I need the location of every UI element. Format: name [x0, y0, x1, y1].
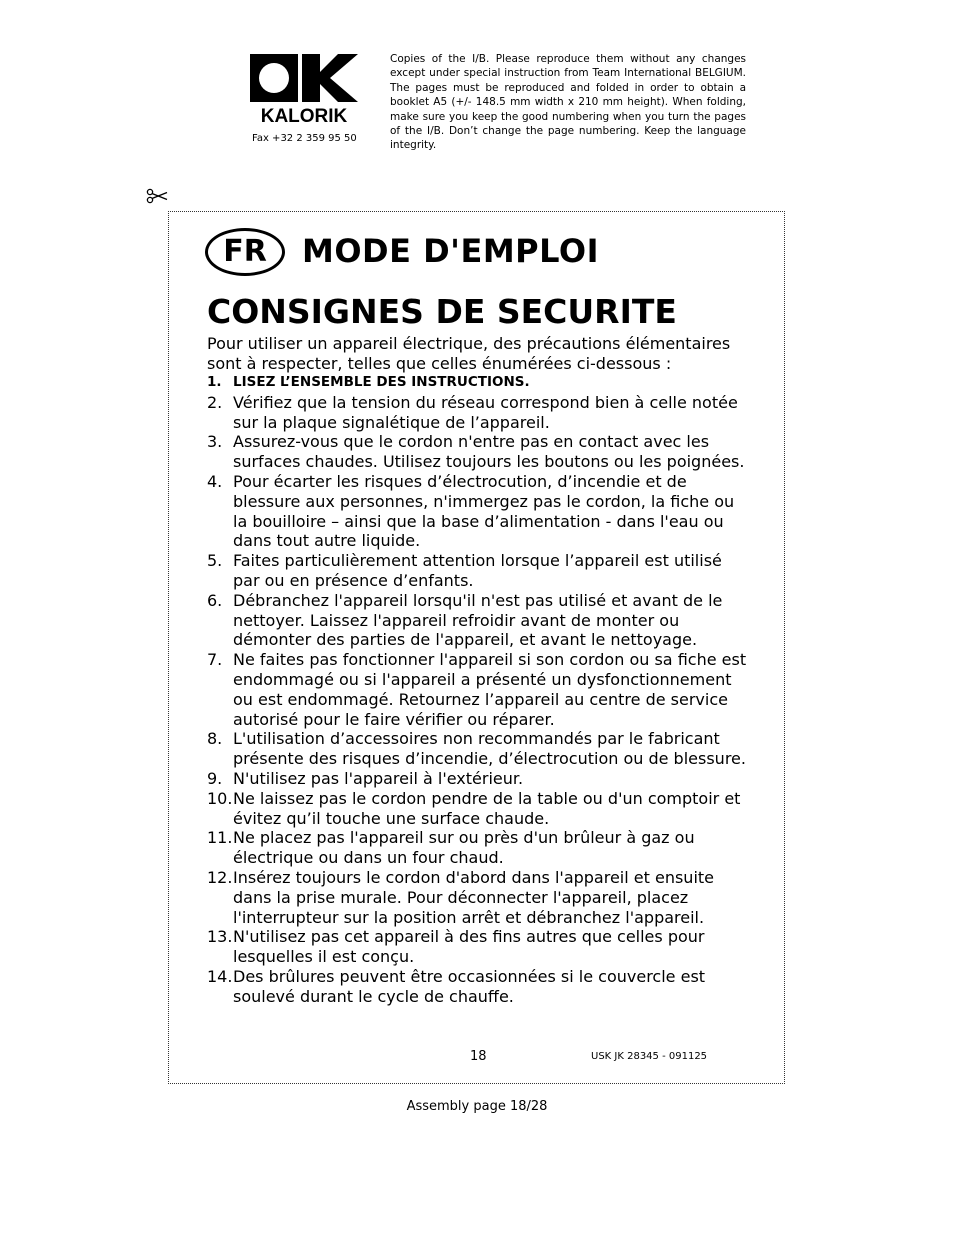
item-text: Assurez-vous que le cordon n'entre pas en contact avec les surfaces chaudes. Utilisez toujours les boutons ou les poignées.: [233, 432, 745, 472]
safety-instructions-list: [207, 373, 752, 1007]
item-number: 1.: [207, 374, 222, 390]
item-text: N'utilisez pas cet appareil à des fins autres que celles pour lesquelles il est conçu.: [233, 927, 705, 967]
kalorik-logo-mark: [250, 54, 358, 124]
list-item: [207, 927, 752, 967]
list-item: [207, 393, 752, 433]
page-number: 18: [470, 1049, 487, 1064]
item-text: LISEZ L’ENSEMBLE DES INSTRUCTIONS.: [233, 374, 530, 390]
item-number: 11.: [207, 828, 233, 848]
item-number: 4.: [207, 471, 223, 491]
document-title: MODE D'EMPLOI: [302, 232, 599, 270]
list-item: [207, 373, 752, 393]
item-number: 3.: [207, 432, 223, 452]
item-number: 8.: [207, 729, 223, 749]
list-item: [207, 472, 752, 551]
assembly-page-label: Assembly page 18/28: [406, 1099, 548, 1114]
list-item: [207, 828, 752, 868]
list-item: [207, 789, 752, 829]
item-number: 13.: [207, 927, 233, 947]
language-badge: FR: [205, 228, 285, 276]
scissors-icon: [146, 188, 168, 204]
list-item: [207, 432, 752, 472]
reproduction-note: Copies of the I/B. Please reproduce them without any changes except under special instruction from Team International BELGIUM. The pages must be reproduced and folded in order to obtain a booklet A5 (+/- 148.5 mm width x 210 mm height). When folding, make sure you keep the good numbering when you turn the pages of the I/B. Don’t change the page numbering. Keep the language integrity.: [390, 53, 746, 152]
item-text: Débranchez l'appareil lorsqu'il n'est pas utilisé et avant de le nettoyer. Laissez l'appareil refroidir avant de monter ou démonter des parties de l'appareil, et avant le nettoyage.: [233, 590, 723, 650]
item-text: Ne placez pas l'appareil sur ou près d'un brûleur à gaz ou électrique ou dans un four chaud.: [233, 828, 695, 868]
list-item: [207, 551, 752, 591]
item-number: 6.: [207, 590, 223, 610]
list-item: [207, 769, 752, 789]
item-text: Ne faites pas fonctionner l'appareil si son cordon ou sa fiche est endommagé ou si l'appareil a présenté un dysfonctionnement ou est endommagé. Retournez l’appareil au centre de service autorisé pour le faire vérifier ou réparer.: [233, 650, 747, 729]
item-text: Insérez toujours le cordon d'abord dans l'appareil et ensuite dans la prise murale. Pour déconnecter l'appareil, placez l'interrupteur sur la position arrêt et débranchez l'appareil.: [233, 867, 715, 927]
item-number: 5.: [207, 551, 223, 571]
list-item: [207, 967, 752, 1007]
item-text: Vérifiez que la tension du réseau correspond bien à celle notée sur la plaque signalétique de l’appareil.: [233, 392, 738, 432]
list-item: [207, 650, 752, 729]
kalorik-logo: [250, 54, 358, 124]
item-number: 9.: [207, 768, 223, 788]
item-number: 12.: [207, 867, 233, 887]
item-text: Faites particulièrement attention lorsque l’appareil est utilisé par ou en présence d’enfants.: [233, 551, 722, 590]
fax-number: Fax +32 2 359 95 50: [252, 133, 357, 144]
item-number: 7.: [207, 650, 223, 670]
item-text: Pour écarter les risques d’électrocution, d’incendie et de blessure aux personnes, n'immergez pas le cordon, la fiche ou la bouilloire – ainsi que la base d’alimentation - dans l'eau ou dans tout autre liquide.: [233, 471, 735, 551]
brand-wordmark: KALORIK: [260, 106, 348, 124]
list-item: [207, 591, 752, 650]
list-item: [207, 729, 752, 769]
item-text: Ne laissez pas le cordon pendre de la table ou d'un comptoir et évitez qu’il touche une surface chaude.: [233, 788, 741, 828]
section-title: CONSIGNES DE SECURITE: [207, 292, 677, 331]
list-item: [207, 868, 752, 927]
item-number: 2.: [207, 392, 223, 412]
item-text: Des brûlures peuvent être occasionnées si le couvercle est soulevé durant le cycle de chauffe.: [233, 966, 706, 1006]
intro-paragraph: Pour utiliser un appareil électrique, des précautions élémentaires sont à respecter, telles que celles énumérées ci-dessous :: [207, 334, 731, 373]
item-text: L'utilisation d’accessoires non recommandés par le fabricant présente des risques d’incendie, d’électrocution ou de blessure.: [233, 729, 746, 769]
item-number: 14.: [207, 966, 233, 986]
document-reference: USK JK 28345 - 091125: [591, 1051, 708, 1062]
item-text: N'utilisez pas l'appareil à l'extérieur.: [233, 768, 524, 788]
item-number: 10.: [207, 788, 233, 808]
